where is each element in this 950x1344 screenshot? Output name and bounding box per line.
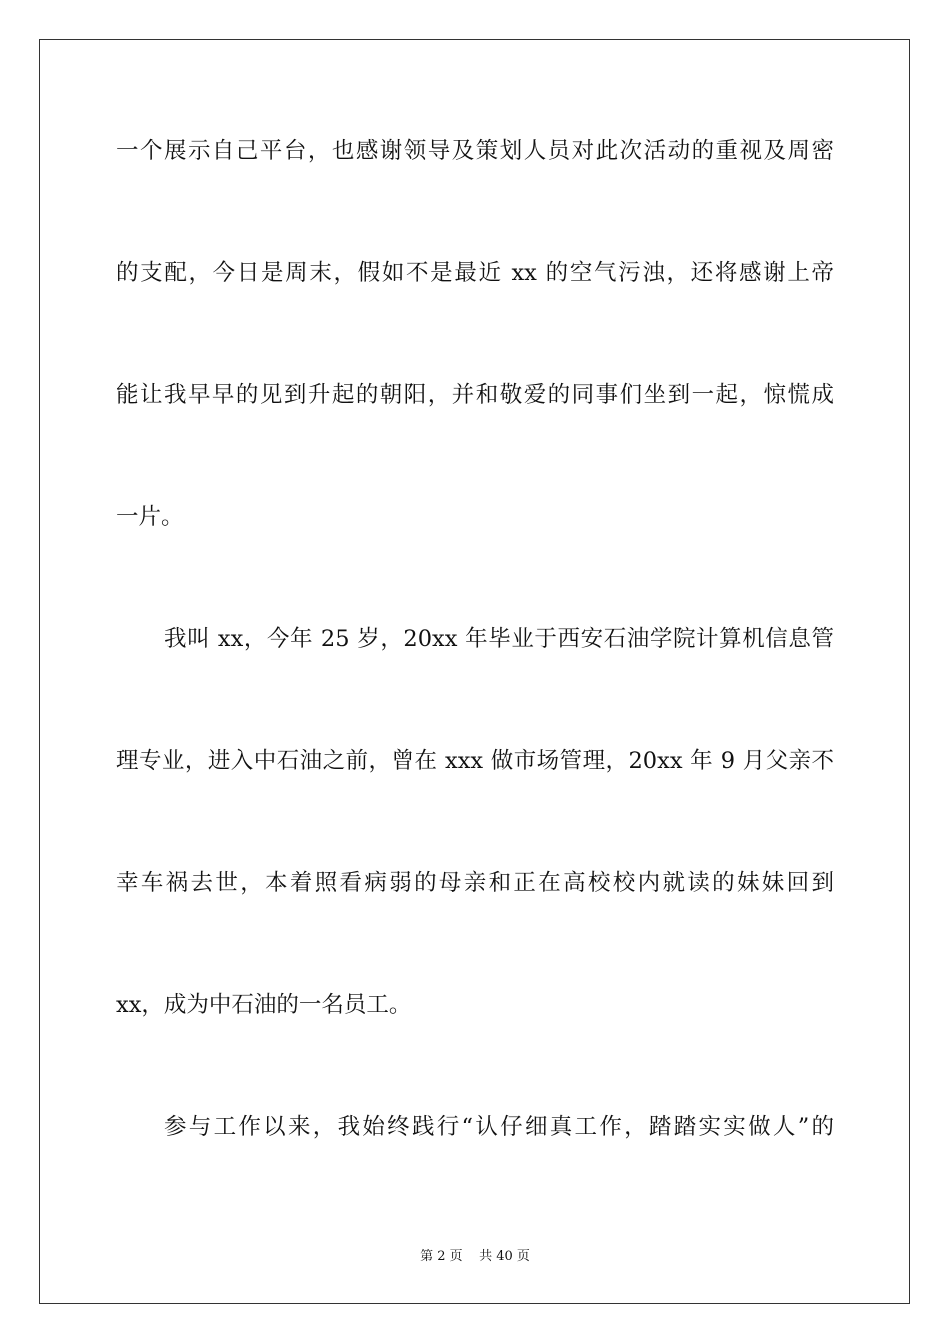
page-number-footer: 第 2 页 共 40 页 <box>420 1249 530 1264</box>
body-text-line: 能让我早早的见到升起的朝阳，并和敬爱的同事们坐到一起，惊慌成 <box>116 382 834 408</box>
body-text-line: 参与工作以来，我始终践行“认仔细真工作，踏踏实实做人”的 <box>164 1114 834 1140</box>
body-text-line: 一个展示自己平台，也感谢领导及策划人员对此次活动的重视及周密 <box>116 138 834 164</box>
body-text-line: 我叫 xx，今年 25 岁，20xx 年毕业于西安石油学院计算机信息管 <box>164 626 834 652</box>
body-text-line: xx，成为中石油的一名员工。 <box>116 992 412 1018</box>
body-text-line: 幸车祸去世，本着照看病弱的母亲和正在高校校内就读的妹妹回到 <box>116 870 834 896</box>
body-text-line: 的支配，今日是周末，假如不是最近 xx 的空气污浊，还将感谢上帝 <box>116 260 834 286</box>
body-text-line: 一片。 <box>116 504 184 530</box>
body-text-line: 理专业，进入中石油之前，曾在 xxx 做市场管理，20xx 年 9 月父亲不 <box>116 748 834 774</box>
